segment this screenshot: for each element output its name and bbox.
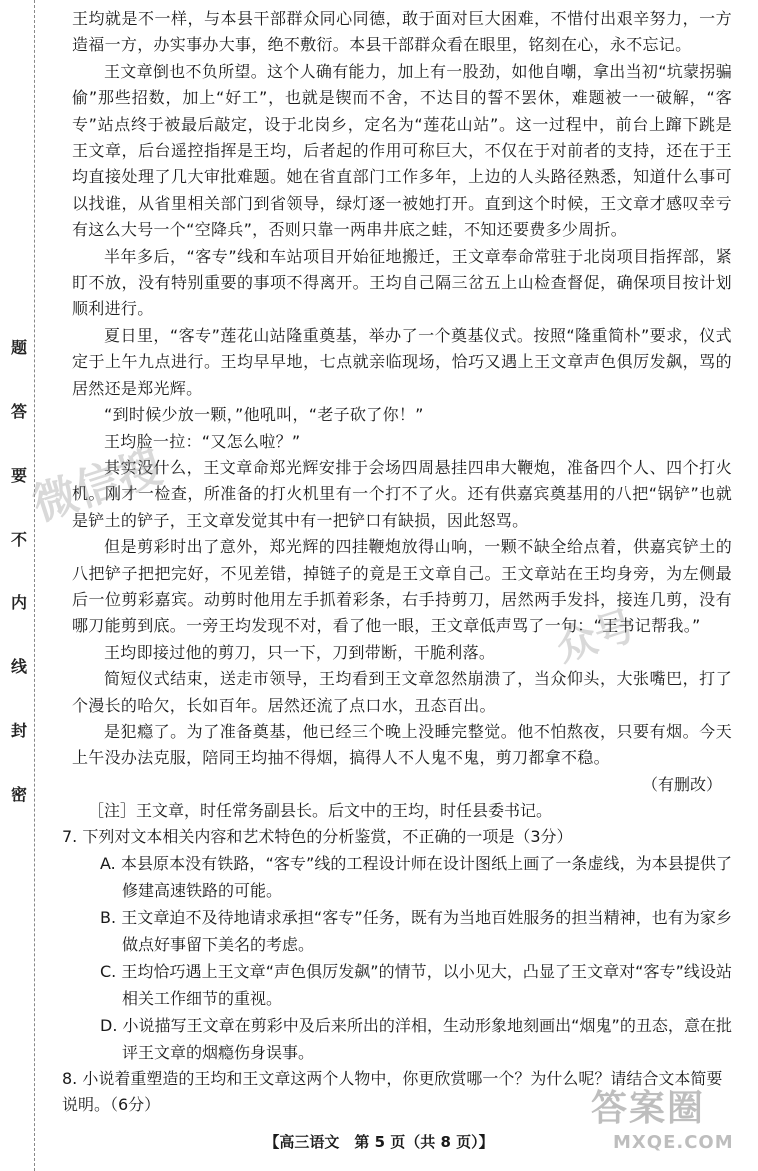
story-paragraph: 其实没什么，王文章命郑光辉安排于会场四周悬挂四串大鞭炮，准备四个人、四个打火机。刚才一检查，所准备的打火机里有一个打不了火。还有供嘉宾奠基用的八把“锅铲”也就是铲土的铲子，王文章发觉其中有一把铲口有缺损，因此怒骂。 (72, 457, 732, 530)
watermark-text: 众号 (550, 602, 642, 672)
seal-char: 不 (10, 529, 27, 549)
story-paragraph: 王均就是不一样，与本县干部群众同心同德，敢于面对巨大困难，不惜付出艰辛努力，一方造福一方，办实事办大事，绝不敷衍。本县干部群众看在眼里，铭刻在心，永不忘记。 (72, 9, 732, 55)
seal-char: 要 (10, 465, 27, 485)
seal-char: 答 (10, 401, 27, 421)
page-footer: 【高三语文 第 5 页（共 8 页）】 (264, 1133, 494, 1151)
story-paragraph: 半年多后，“客专”线和车站项目开始征地搬迁，王文章奉命常驻于北岗项目指挥部，紧盯不放，没有特别重要的事项不得离开。王均自己隔三岔五上山检查督促，确保项目按计划顺利进行。 (72, 246, 732, 319)
question-stem: 7. 下列对文本相关内容和艺术特色的分析鉴赏，不正确的一项是（3分） (62, 826, 573, 846)
sealing-dashed-line (34, 0, 35, 1171)
option-a: A. 本县原本没有铁路，“客专”线的工程设计师在设计图纸上画了一条虚线，为本县提供了修建高速铁路的可能。 (100, 853, 732, 900)
seal-char: 封 (10, 721, 27, 741)
seal-char: 密 (10, 784, 27, 804)
watermark-text: 微信搜 (26, 441, 169, 531)
source-note: （有删改） (641, 774, 722, 794)
story-paragraph: 王均脸一拉：“又怎么啦？” (104, 431, 301, 451)
option-c: C. 王均恰巧遇上王文章“声色俱厉发飙”的情节，以小见大，凸显了王文章对“客专”线设站相关工作细节的重视。 (100, 961, 732, 1008)
exam-content (62, 6, 732, 1118)
story-paragraph: 王均即接过他的剪刀，只一下，刀到带断，干脆利落。 (104, 642, 496, 662)
question-stem: 8. 小说着重塑造的王均和王文章这两个人物中，你更欣赏哪一个？为什么呢？请结合文本简要说明。（6分） (62, 1068, 723, 1114)
seal-char: 线 (10, 657, 27, 677)
story-paragraph: 王文章倒也不负所望。这个人确有能力，加上有一股劲，如他自嘲，拿出当初“坑蒙拐骗偷”那些招数，加上“好工”，也就是锲而不舍，不达目的誓不罢休，难题被一一破解，“客专”站点终于被最后敲定，设于北岗乡，定名为“莲花山站”。这一过程中，前台上蹿下跳是王文章，后台遥控指挥是王均，后者起的作用可称巨大，不仅在于对前者的支持，还在于王均直接处理了几大审批难题。她在省直部门工作多年，上边的人头路径熟悉，知道什么事可以找谁，从省里相关部门到省领导，绿灯逐一被她打开。直到这个时候，王文章才感叹幸亏有这么大号一个“空降兵”，否则只靠一两串井底之蛙，不知还要费多少周折。 (72, 61, 732, 240)
annotation-note: ［注］王文章，时任常务副县长。后文中的王均，时任县委书记。 (88, 800, 553, 820)
watermark-logo-main: 答案圈 (591, 1088, 706, 1129)
sealing-line-notice (4, 335, 34, 805)
option-b: B. 王文章迫不及待地请求承担“客专”任务，既有为当地百姓服务的担当精神，也有为家乡做点好事留下美名的考虑。 (100, 907, 732, 954)
story-paragraph: 夏日里，“客专”莲花山站隆重奠基，举办了一个奠基仪式。按照“隆重简朴”要求，仪式定于上午九点进行。王均早早地，七点就亲临现场，恰巧又遇上王文章声色俱厉发飙，骂的居然还是郑光辉。 (72, 325, 732, 398)
seal-char: 题 (10, 338, 27, 357)
story-paragraph: 简短仪式结束，送走市领导，王均看到王文章忽然崩溃了，当众仰头，大张嘴巴，打了个漫长的哈欠，长如百年。居然还流了点口水，丑态百出。 (72, 669, 732, 715)
question-7 (62, 824, 732, 1066)
seal-char: 内 (10, 593, 27, 613)
story-paragraph: 但是剪彩时出了意外，郑光辉的四挂鞭炮放得山响，一颗不缺全给点着，供嘉宾铲土的八把铲子把把完好，不见差错，掉链子的竟是王文章自己。王文章站在王均身旁，为左侧最后一位剪彩嘉宾。动剪时他用左手抓着彩条，右手持剪刀，居然两手发抖，接连几剪，没有哪刀能剪到底。一旁王均发现不对，看了他一眼，王文章低声骂了一句：“王书记帮我。” (72, 537, 732, 636)
story-paragraph: “到时候少放一颗，”他吼叫，“老子砍了你！” (104, 405, 424, 425)
watermark-logo-sub: MXQE.COM (613, 1132, 734, 1153)
option-d: D. 小说描写王文章在剪彩中及后来所出的洋相，生动形象地刻画出“烟鬼”的丑态，意在批评王文章的烟瘾伤身误事。 (100, 1015, 732, 1062)
story-paragraph: 是犯瘾了。为了准备奠基，他已经三个晚上没睡完整觉。他不怕熬夜，只要有烟。今天上午没办法克服，陪同王均抽不得烟，搞得人不人鬼不鬼，剪刀都拿不稳。 (72, 721, 732, 768)
